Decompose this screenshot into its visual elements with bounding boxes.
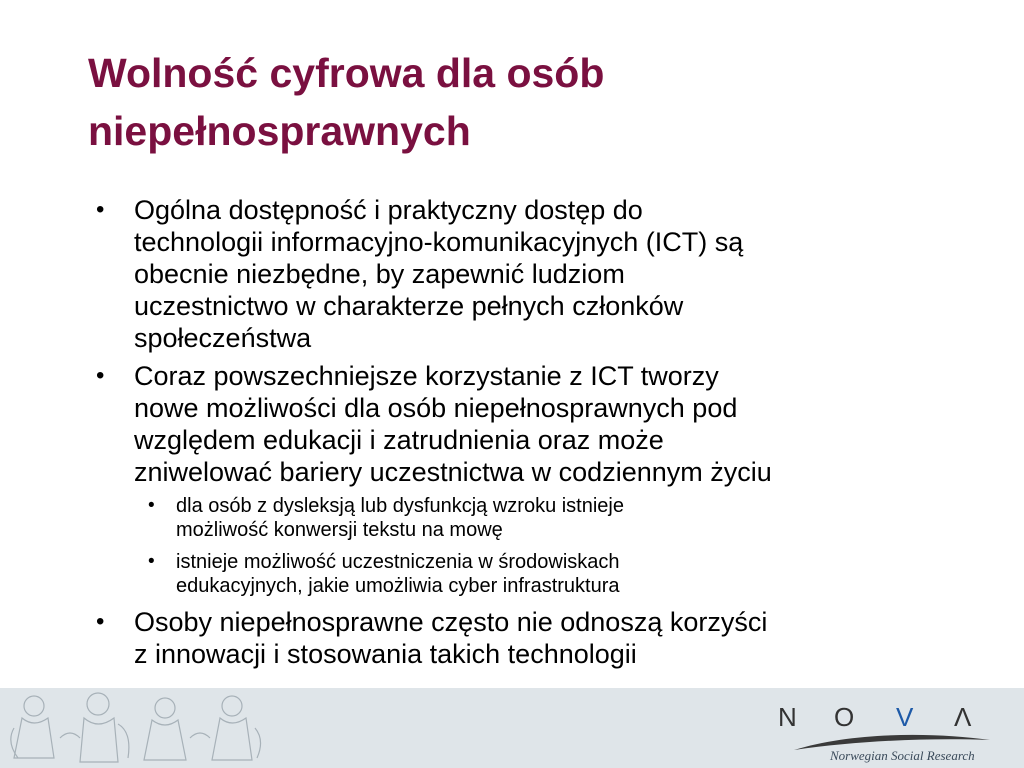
bullet-line: technologii informacyjno-komunikacyjnych (ICT) są: [134, 227, 744, 257]
sub-bullet-item-2: [142, 550, 976, 598]
sub-bullet-item-1: [142, 494, 976, 542]
bullet-line: społeczeństwa: [134, 323, 312, 353]
bullet-dot-icon: •: [96, 608, 105, 635]
bullet-item-2: [96, 360, 976, 488]
logo-letter-v: V: [896, 702, 914, 732]
bullet-line: Osoby niepełnosprawne często nie odnoszą korzyści: [134, 607, 768, 637]
bullet-dot-icon: •: [148, 495, 155, 516]
bullet-line: obecnie niezbędne, by zapewnić ludziom: [134, 259, 625, 289]
bullet-line: zniwelować bariery uczestnictwa w codziennym życiu: [134, 457, 772, 487]
bullet-line: Ogólna dostępność i praktyczny dostęp do: [134, 195, 643, 225]
sub-bullet-line: możliwość konwersji tekstu na mowę: [176, 519, 503, 541]
classical-figures-sketch-icon: [0, 688, 300, 768]
bullet-dot-icon: •: [96, 196, 105, 223]
bullet-line: z innowacji i stosowania takich technologii: [134, 639, 637, 669]
logo-letter-n: N: [778, 702, 797, 732]
bullet-dot-icon: •: [148, 551, 155, 572]
logo-tagline: Norwegian Social Research: [830, 748, 975, 763]
bullet-line: nowe możliwości dla osób niepełnosprawnych pod: [134, 393, 738, 423]
bullet-item-1: [96, 194, 976, 354]
bullet-line: uczestnictwo w charakterze pełnych członków: [134, 291, 684, 321]
bullet-item-3: [96, 606, 976, 670]
logo-letter-lambda: Λ: [954, 702, 972, 732]
sub-bullet-line: istnieje możliwość uczestniczenia w środowiskach: [176, 551, 620, 573]
sub-bullet-line: edukacyjnych, jakie umożliwia cyber infrastruktura: [176, 575, 620, 597]
title-line-2: niepełnosprawnych: [88, 108, 471, 154]
title-line-1: Wolność cyfrowa dla osób: [88, 50, 605, 96]
logo-letter-o: O: [834, 702, 855, 732]
bullet-dot-icon: •: [96, 362, 105, 389]
bullet-line: Coraz powszechniejsze korzystanie z ICT tworzy: [134, 361, 719, 391]
slide-title: [88, 44, 968, 160]
sub-bullet-line: dla osób z dysleksją lub dysfunkcją wzroku istnieje: [176, 495, 624, 517]
bullet-list: [96, 194, 976, 676]
bullet-line: względem edukacji i zatrudnienia oraz może: [134, 425, 664, 455]
